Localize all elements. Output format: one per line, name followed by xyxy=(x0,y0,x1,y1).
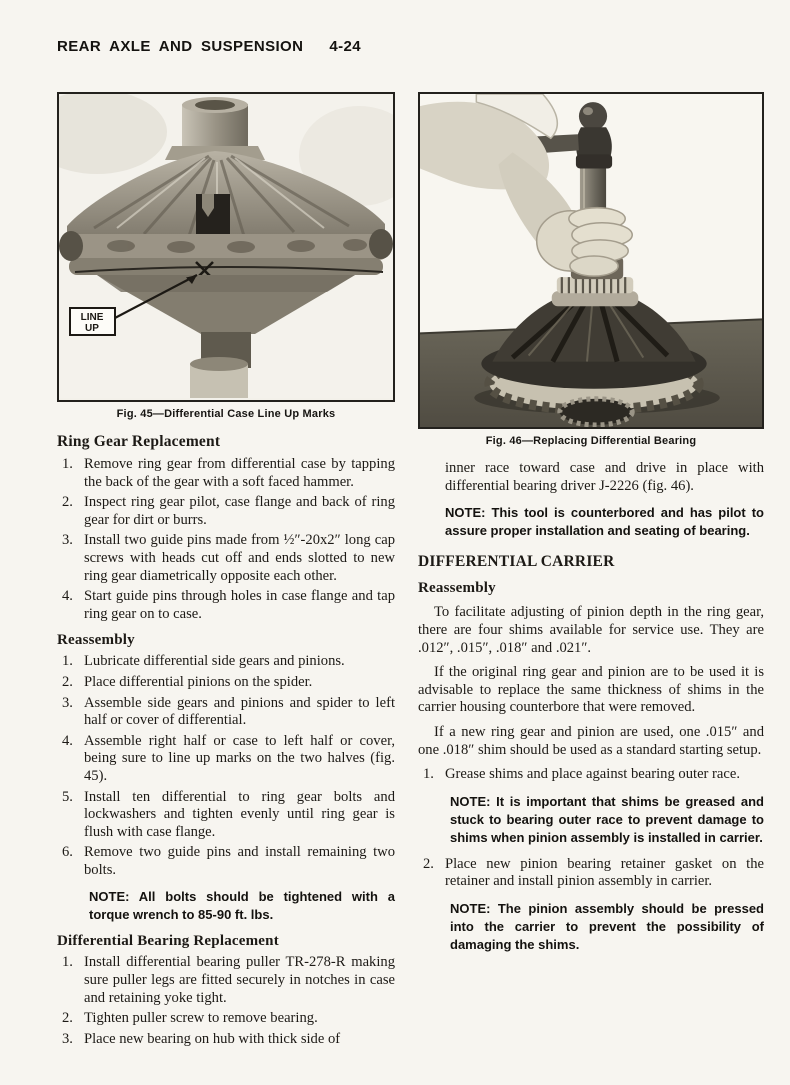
item-number: 1. xyxy=(62,954,73,971)
item-text: Install differential bearing puller TR-278-R making sure puller legs are fitted securely in notches in case and retaining yoke tight. xyxy=(84,954,395,1006)
carrier-paragraph-1: To facilitate adjusting of pinion depth in the ring gear, there are four shims available for service use. They are .012″, .015″, .018″ and .021″. xyxy=(418,604,764,656)
item-number: 1. xyxy=(62,653,73,670)
figure-46-photo xyxy=(418,92,764,429)
list-item xyxy=(57,1010,395,1028)
item-number: 2. xyxy=(423,855,434,872)
item-number: 3. xyxy=(62,1030,73,1047)
list-item xyxy=(57,695,395,730)
note-torque: NOTE: All bolts should be tightened with a torque wrench to 85-90 ft. lbs. xyxy=(89,889,395,923)
list-item xyxy=(57,494,395,529)
list-item xyxy=(57,674,395,692)
list-item xyxy=(57,844,395,879)
list-item xyxy=(57,789,395,842)
item-number: 2. xyxy=(62,1010,73,1027)
callout-text-line2: UP xyxy=(85,323,99,334)
differential-case-illustration xyxy=(59,94,393,400)
item-text: Place new pinion bearing retainer gasket on the retainer and install pinion assembly in carrier. xyxy=(445,855,764,890)
item-text: Remove ring gear from differential case by tapping the back of the gear with a soft faced hammer. xyxy=(84,456,395,490)
heading-ring-gear-replacement: Ring Gear Replacement xyxy=(57,433,221,450)
list-item xyxy=(57,588,395,623)
item-text: Remove two guide pins and install remaining two bolts. xyxy=(84,844,395,878)
bearing-driver-illustration xyxy=(420,94,762,427)
item-text: Install ten differential to ring gear bolts and lockwashers and tighten evenly until ring gear is flush with case flange. xyxy=(84,788,395,840)
figure-45-caption: Fig. 45—Differential Case Line Up Marks xyxy=(116,408,336,420)
note-shims-greased: NOTE: It is important that shims be greased and stuck to bearing outer race to prevent damage to shims when pinion assembly is installed in carrier. xyxy=(450,793,764,845)
item-number: 3. xyxy=(62,532,73,549)
item-number: 1. xyxy=(423,766,434,783)
item-number: 4. xyxy=(62,732,73,749)
heading-reassembly-right: Reassembly xyxy=(418,579,496,596)
carrier-paragraph-3: If a new ring gear and pinion are used, one .015″ and one .018″ shim should be used as a standard starting setup. xyxy=(418,723,764,758)
list-item xyxy=(57,733,395,786)
carrier-paragraph-2: If the original ring gear and pinion are to be used it is advisable to replace the same thickness of shims in the carrier housing counterbore that were removed. xyxy=(418,664,764,716)
item-text: Lubricate differential side gears and pinions. xyxy=(84,653,345,670)
callout-text-line1: LINE xyxy=(80,312,104,323)
item-text: Tighten puller screw to remove bearing. xyxy=(84,1010,318,1027)
right-column xyxy=(418,92,764,963)
item-text: Assemble right half or case to left half or cover, being sure to line up marks on the two halves (fig. 45). xyxy=(84,732,395,784)
list-item xyxy=(57,456,395,491)
item-text: Assemble side gears and pinions and spider to left half or cover of differential. xyxy=(84,694,395,729)
ring-gear-list xyxy=(57,456,395,623)
item-number: 6. xyxy=(62,844,73,861)
page-number: 4-24 xyxy=(329,38,361,55)
item-number: 1. xyxy=(62,456,73,472)
item-text: Inspect ring gear pilot, case flange and back of ring gear for dirt or burrs. xyxy=(84,494,395,528)
item-text: Grease shims and place against bearing outer race. xyxy=(445,766,740,783)
page-title: REAR AXLE AND SUSPENSION xyxy=(57,38,304,55)
heading-differential-bearing-replacement: Differential Bearing Replacement xyxy=(57,933,279,950)
item-number: 5. xyxy=(62,788,73,805)
bearing-replacement-list xyxy=(57,954,395,1048)
item-number: 3. xyxy=(62,694,73,711)
item-number: 2. xyxy=(62,673,73,690)
item-text: Start guide pins through holes in case flange and tap ring gear on to case. xyxy=(84,588,395,622)
continuation-paragraph: inner race toward case and drive in place with differential bearing driver J-2226 (fig. 46). xyxy=(445,460,764,494)
note-tool-counterbored: NOTE: This tool is counterbored and has pilot to assure proper installation and seating of bearing. xyxy=(445,505,764,539)
item-text: Place differential pinions on the spider. xyxy=(84,673,313,690)
list-item xyxy=(418,766,764,784)
item-text: Place new bearing on hub with thick side of xyxy=(84,1030,341,1047)
reassembly-list xyxy=(57,653,395,924)
line-up-callout xyxy=(70,308,115,335)
figure-46-caption: Fig. 46—Replacing Differential Bearing xyxy=(485,435,697,447)
list-item xyxy=(418,856,764,891)
heading-reassembly-left: Reassembly xyxy=(57,632,135,649)
hand-grip xyxy=(537,208,633,276)
page-header xyxy=(57,38,361,55)
list-item xyxy=(57,954,395,1007)
item-number: 2. xyxy=(62,494,73,511)
list-item xyxy=(57,532,395,585)
item-text: Install two guide pins made from ½″-20x2″ long cap screws with heads cut off and ends slotted to new ring gear diametrically opposite each other. xyxy=(84,532,395,584)
heading-differential-carrier: DIFFERENTIAL CARRIER xyxy=(418,553,615,571)
list-item xyxy=(57,653,395,671)
item-number: 4. xyxy=(62,588,73,605)
left-column xyxy=(57,92,395,1051)
figure-45-photo xyxy=(57,92,395,402)
list-item xyxy=(57,1031,395,1049)
note-pinion-pressed: NOTE: The pinion assembly should be pressed into the carrier to prevent the possibility of damaging the shims. xyxy=(450,900,764,952)
